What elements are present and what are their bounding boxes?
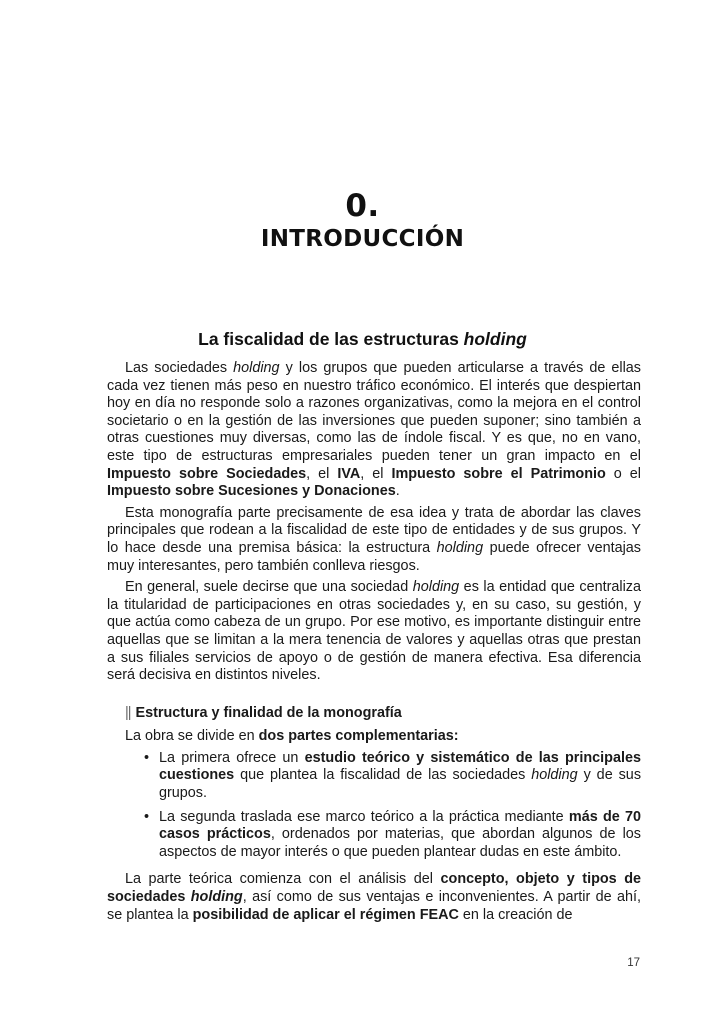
list-item (107, 809, 641, 862)
paragraph-1 (107, 360, 641, 501)
bullet-icon: • (144, 749, 150, 766)
paragraph-2 (107, 505, 641, 575)
bold-term: concepto, objeto y tipos de sociedades (107, 871, 641, 906)
text: , así como de sus ventajas e inconvenientes. A partir de ahí, se plantea la (107, 889, 641, 923)
text: o el (605, 465, 641, 482)
page-number: 17 (627, 957, 640, 969)
subheading-marker: || (125, 704, 131, 721)
subheading (125, 705, 641, 723)
section-title-text: La fiscalidad de las estructuras (198, 329, 464, 349)
emphasis: holding (436, 539, 484, 556)
bold-term: más de 70 casos prácticos (159, 808, 641, 843)
text: La segunda traslada ese marco teórico a la práctica mediante (159, 808, 569, 825)
text: En general, suele decirse que una sociedad (125, 579, 413, 596)
paragraph-4 (107, 871, 641, 924)
text: que plantea la fiscalidad de las sociedades (234, 767, 532, 784)
text: y los grupos que pueden articularse a través de ellas cada vez tienen más peso en nuestro tráfico económico. El interés que despiertan hoy en día no responde solo a razones organizativas, como la mejora en el control societario o en la gestión de las inversiones que pueden suponer; sino también a otras cuestiones muy diversas, como las de índole fiscal. Y es que, no en vano, este tipo de estructuras empresariales pueden tener un gran impacto en el (107, 360, 641, 464)
bold-term: estudio teórico y sistemático de las principales cuestiones (159, 749, 641, 784)
text: es la entidad que centraliza la titularidad de participaciones en otras sociedades y, en su caso, su gestión, y que actúa como cabeza de un grupo. Por ese motivo, es importante distinguir entre aquellas que se limitan a la mera tenencia de valores y aquellas otras que prestan a sus filiales servicios de apoyo o de gestión de manera efectiva. Esa diferencia será decisiva en distintos niveles. (107, 579, 642, 684)
emphasis: holding (531, 767, 578, 784)
bold-term: dos partes complementarias: (258, 728, 459, 745)
bold-term: IVA (337, 465, 361, 482)
bold-term: posibilidad de aplicar el régimen FEAC (192, 906, 459, 923)
list-intro (125, 728, 641, 746)
list-item (107, 750, 641, 803)
emphasis: holding (412, 579, 460, 596)
bold-emphasis: holding (190, 889, 243, 906)
text: puede ofrecer ventajas muy interesantes, pero también conlleva riesgos. (107, 539, 642, 574)
chapter-title: INTRODUCCIÓN (260, 226, 465, 252)
text: Las sociedades (125, 360, 234, 376)
text: , el (360, 465, 392, 482)
text: en la creación de (458, 906, 573, 923)
section-title-emphasis: holding (463, 329, 527, 349)
bullet-icon: • (144, 808, 150, 825)
paragraph-3 (107, 579, 641, 685)
text: y de sus grupos. (159, 767, 642, 802)
text: Esta monografía parte precisamente de esa idea y trata de abordar las claves principales que rodean a la fiscalidad de este tipo de entidades y de sus grupos. Y lo hace desde una premisa básica: la estructura (107, 504, 641, 556)
text: , ordenados por materias, que abordan algunos de los aspectos de mayor interés o que pueden plantear dudas en este ámbito. (159, 826, 641, 860)
chapter-number: 0. (345, 188, 380, 224)
text: . (395, 483, 400, 500)
text: , el (306, 465, 338, 482)
text: La parte teórica comienza con el análisis del (125, 871, 441, 888)
section-title (0, 329, 725, 350)
emphasis: holding (233, 360, 280, 376)
subheading-text: Estructura y finalidad de la monografía (135, 704, 402, 721)
bold-term: Impuesto sobre Sucesiones y Donaciones (107, 483, 396, 500)
body-text (107, 360, 641, 928)
bold-term: Impuesto sobre Sociedades (107, 465, 307, 482)
text: La obra se divide en (125, 728, 259, 745)
bullet-list (107, 750, 641, 862)
bold-term: Impuesto sobre el Patrimonio (391, 465, 606, 482)
text: La primera ofrece un (159, 749, 305, 766)
